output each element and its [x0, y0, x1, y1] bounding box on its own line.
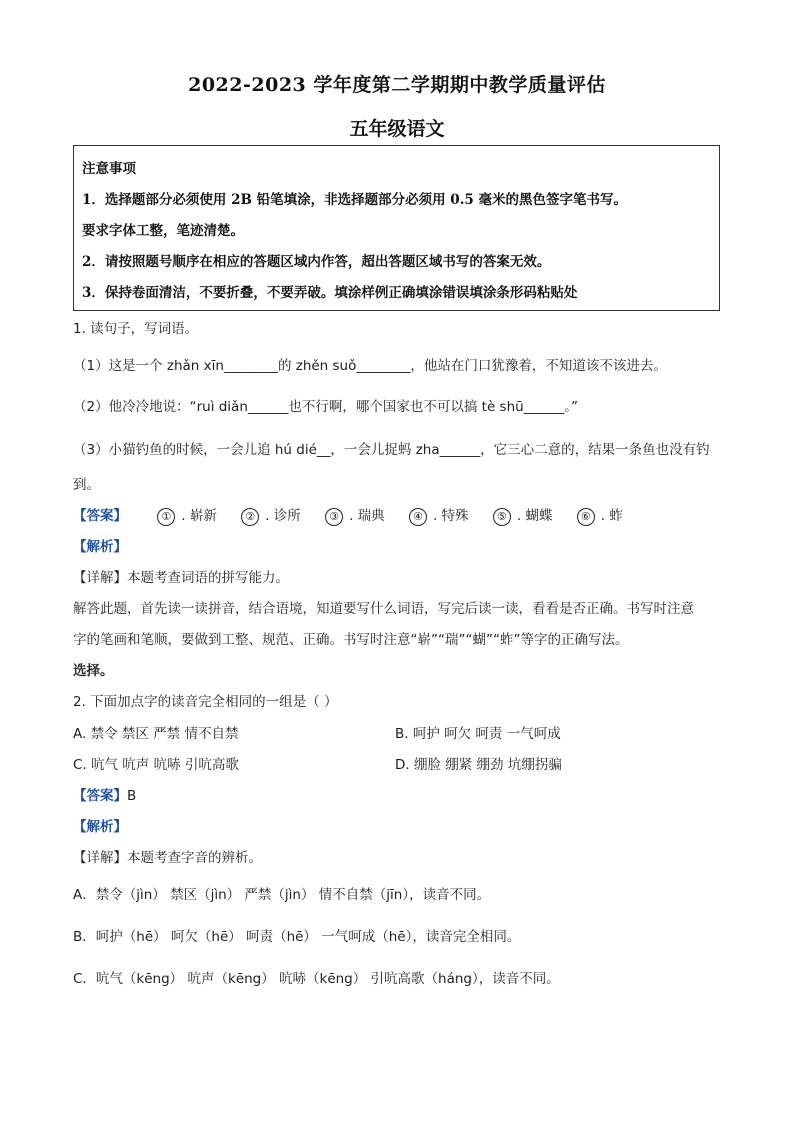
- answer-value: B: [127, 788, 137, 804]
- answer-item: ④ . 特殊: [409, 506, 469, 526]
- answer-item: ③ . 瑞典: [325, 506, 385, 526]
- q1-sentence-1: （1）这是一个 zhǎn xīn________的 zhěn suǒ________，他站在门口犹豫着，不知道该不该进去。: [73, 358, 667, 374]
- option-a: A. 禁令 禁区 严禁 情不自禁: [73, 726, 239, 742]
- q1-stem: 1. 读句子，写词语。: [73, 321, 199, 337]
- notice-heading: 注意事项: [82, 161, 136, 177]
- page-title: 2022-2023 学年度第二学期期中教学质量评估: [188, 74, 606, 96]
- q1-sentence-3-end: 到。: [73, 477, 100, 493]
- answer-item: ⑥ . 蚱: [577, 506, 623, 526]
- answer-item: ① . 崭新: [157, 506, 217, 526]
- answer-item: ② . 诊所: [241, 506, 301, 526]
- q2-answer-row: [73, 786, 723, 806]
- q1-explanation-1: 解答此题，首先读一读拼音，结合语境，知道要写什么词语，写完后读一读，看看是否正确。书写时注意: [73, 601, 694, 617]
- q1-sentence-2: （2）他冷冷地说：“ruì diǎn______也不行啊，哪个国家也不可以搞 tè shū______。”: [73, 399, 578, 415]
- q2-explanation-a: A．禁令（jìn） 禁区（jìn） 严禁（jìn） 情不自禁（jīn），读音不同。: [73, 887, 491, 903]
- notice-line: 2．请按照题号顺序在相应的答题区域内作答，超出答题区域书写的答案无效。: [82, 254, 551, 270]
- notice-line: 要求字体工整，笔迹清楚。: [82, 223, 244, 239]
- notice-line: 1．选择题部分必须使用 2B 铅笔填涂，非选择题部分必须用 0.5 毫米的黑色签字笔书写。: [82, 192, 627, 208]
- answer-label: 【答案】: [73, 508, 127, 524]
- q1-end: 选择。: [73, 663, 114, 679]
- page-subtitle: 五年级语文: [349, 118, 445, 140]
- q2-detail: 【详解】本题考查字音的辨析。: [73, 850, 262, 866]
- q2-stem: 2. 下面加点字的读音完全相同的一组是（ ）: [73, 694, 338, 710]
- q1-analysis-label: 【解析】: [73, 539, 127, 555]
- option-b: B. 呵护 呵欠 呵责 一气呵成: [395, 726, 561, 742]
- q1-sentence-3: （3）小猫钓鱼的时候，一会儿追 hú dié__，一会儿捉蚂 zha______，它三心二意的，结果一条鱼也没有钓: [73, 442, 710, 458]
- answer-label: 【答案】: [73, 788, 127, 804]
- option-c: C. 吭气 吭声 吭哧 引吭高歌: [73, 757, 239, 773]
- q2-analysis-label: 【解析】: [73, 819, 127, 835]
- q2-explanation-c: C．吭气（kēng） 吭声（kēng） 吭哧（kēng） 引吭高歌（háng），读音不同。: [73, 971, 560, 987]
- q1-answer-row: [73, 506, 723, 526]
- q2-explanation-b: B．呵护（hē） 呵欠（hē） 呵责（hē） 一气呵成（hē），读音完全相同。: [73, 929, 521, 945]
- notice-box: [73, 145, 720, 311]
- q1-detail: 【详解】本题考查词语的拼写能力。: [73, 570, 289, 586]
- q1-explanation-2: 字的笔画和笔顺，要做到工整、规范、正确。书写时注意“崭”“瑞”“蝴”“蚱”等字的正确写法。: [73, 632, 629, 648]
- answer-item: ⑤ . 蝴蝶: [493, 506, 553, 526]
- notice-line: 3．保持卷面清洁，不要折叠，不要弄破。填涂样例正确填涂错误填涂条形码粘贴处: [82, 285, 578, 301]
- option-d: D. 绷脸 绷紧 绷劲 坑绷拐骗: [395, 757, 562, 773]
